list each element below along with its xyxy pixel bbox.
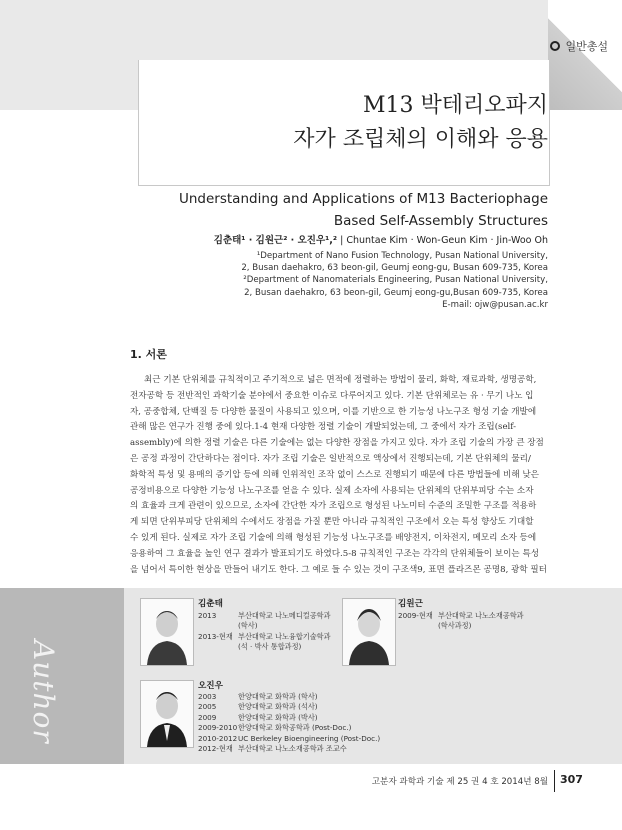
cv-entry: (학사) — [238, 621, 258, 631]
cv-entry: 부산대학교 나노메디컬공학과 — [238, 611, 331, 620]
cv-entry: 부산대학교 나노소재공학과 조교수 — [238, 744, 347, 754]
cv-year: 2013-현재 — [198, 631, 233, 641]
body-line: 자, 공중합체, 단백질 등 다양한 물질이 사용되고 있으며, 이를 기반으로 한 기능성 나노구조 형성 기술 개발에 — [130, 406, 537, 417]
cv-entry: 한양대학교 화학공학과 (Post-Doc.) — [238, 723, 352, 733]
affiliation-line: ¹Department of Nano Fusion Technology, Pusan National University, — [256, 251, 548, 261]
email-line: E-mail: ojw@pusan.ac.kr — [442, 299, 548, 310]
author-photo — [140, 680, 194, 748]
cv-year: 2003 — [198, 692, 217, 701]
cv-year: 2009-2010 — [198, 723, 238, 733]
cv-year — [198, 642, 238, 652]
body-line: 전자공학 등 전반적인 과학기술 분야에서 중요한 이슈로 다루어지고 있다. 기본 단위체로는 유 · 무기 나노 입 — [130, 390, 534, 401]
portrait-icon — [343, 599, 395, 665]
cv-year: 2009-현재 — [398, 611, 433, 620]
body-line: 을 넘어서 특이한 현상을 만들어 내기도 한다. 그 예로 들 수 있는 것이 구조색9, 표면 플라즈몬 공명8, 광학 필터 — [130, 564, 547, 575]
cv-year: 2013 — [198, 611, 217, 620]
portrait-icon — [141, 681, 193, 747]
author-cv — [198, 692, 398, 754]
cv-entry: (학사과정) — [438, 621, 472, 631]
cv-entry: 부산대학교 나노소재공학과 — [438, 611, 524, 620]
author-name: 김원근 — [398, 599, 423, 609]
author-divider: | — [340, 235, 347, 246]
body-line: 관해 많은 연구가 진행 중에 있다.1-4 현재 다양한 정렬 기술이 개발되었는데, 그 중에서 자가 조립(self- — [130, 422, 517, 433]
journal-footer: 고분자 과학과 기술 제 25 권 4 호 2014년 8월 — [371, 777, 548, 787]
portrait-icon — [141, 599, 193, 665]
author-photo — [342, 598, 396, 666]
korean-title — [293, 89, 548, 157]
cv-entry: UC Berkeley Bioengineering (Post-Doc.) — [238, 733, 381, 743]
body-line: assembly)에 의한 정렬 기술은 다른 기술에는 없는 다양한 장점을 가지고 있다. 자가 조립 기술의 가장 큰 장점 — [130, 438, 544, 449]
korean-title-line2: 자가 조립체의 이해와 응용 — [293, 127, 548, 152]
bullet-icon — [550, 41, 560, 51]
author-sidebar — [0, 588, 124, 764]
body-line: 화학적 특성 및 용매의 증기압 등에 의해 인위적인 조작 없이 스스로 진행되기 때문에 다른 방법들에 비해 낮은 — [130, 469, 539, 480]
affiliations — [241, 250, 548, 311]
cv-year: 2005 — [198, 702, 217, 712]
author-name: 김춘태 — [198, 599, 223, 609]
section-heading: 1. 서론 — [130, 348, 167, 361]
cv-entry: 한양대학교 화학과 (석사) — [238, 702, 318, 712]
body-line: 공정비용으로 다양한 기능성 나노구조를 얻을 수 있다. 실제 소자에 사용되는 단위체의 단위부피당 수는 소자 — [130, 485, 534, 496]
cv-entry: 한양대학교 화학과 (학사) — [238, 692, 318, 701]
author-photo — [140, 598, 194, 666]
english-title — [179, 188, 548, 232]
cv-year: 2010-2012 — [198, 733, 238, 743]
english-title-line2: Based Self-Assembly Structures — [333, 213, 548, 229]
author-line — [214, 232, 548, 246]
affiliation-line: ²Department of Nanomaterials Engineering, Pusan National University, — [243, 275, 548, 286]
footer-divider — [554, 770, 555, 792]
body-line: 최근 기본 단위체를 규칙적이고 주기적으로 넓은 면적에 정렬하는 방법이 물리, 화학, 재료과학, 생명공학, — [144, 375, 537, 385]
authors-korean: 김춘태¹ · 김원근² · 오진우¹,² — [213, 235, 338, 246]
cv-entry: 한양대학교 화학과 (박사) — [238, 712, 318, 722]
body-line: 응용하여 그 효율을 높인 연구 결과가 발표되기도 하였다.5-8 규칙적인 구조는 각각의 단위체들이 보이는 특성 — [130, 548, 540, 559]
cv-year — [398, 621, 438, 631]
section-tag-label: 일반총설 — [565, 40, 608, 53]
page-fold-decoration — [548, 0, 622, 110]
affiliation-line: 2, Busan daehakro, 63 beon-gil, Geumj eong-gu, Busan 609-735, Korea — [241, 263, 548, 274]
cv-year: 2012-현재 — [198, 744, 233, 754]
body-line: 게 되면 단위부피당 단위체의 수에서도 장점을 가질 뿐만 아니라 규칙적인 구조에서 오는 특성 향상도 기대할 — [130, 517, 534, 528]
cv-entry: 부산대학교 나노융합기술학과 — [238, 631, 331, 641]
page-number: 307 — [560, 773, 583, 786]
english-title-line1: Understanding and Applications of M13 Bacteriophage — [178, 191, 548, 207]
affiliation-line: 2, Busan daehakro, 63 beon-gil, Geumj eong-gu,Busan 609-735, Korea — [244, 287, 548, 298]
cv-year: 2009 — [198, 712, 217, 722]
body-line: 은 공정 과정이 간단하다는 점이다. 자가 조립 기술은 일반적으로 액상에서 진행되는데, 기본 단위체의 물리/ — [130, 453, 531, 464]
body-line: 수 있게 된다. 실제로 자가 조립 기술에 의해 형성된 기능성 나노구조를 배양전지, 이차전지, 메모리 소자 등에 — [130, 532, 537, 543]
author-side-label: Author — [27, 640, 60, 744]
author-cv — [198, 611, 338, 653]
cv-entry: (석 · 박사 통합과정) — [238, 642, 302, 652]
authors-english: Chuntae Kim · Won-Geun Kim · Jin-Woo Oh — [346, 235, 548, 246]
author-cv — [398, 611, 548, 632]
cv-year — [198, 621, 238, 631]
korean-title-line1: M13 박테리오파지 — [362, 93, 548, 118]
body-line: 의 효율과 크게 관련이 있으므로, 소자에 간단한 자가 조립으로 형성된 나노미터 수준의 조밀한 구조를 적용하 — [130, 501, 537, 512]
author-name: 오진우 — [198, 681, 223, 691]
section-tag — [550, 38, 608, 54]
intro-body — [130, 373, 550, 578]
